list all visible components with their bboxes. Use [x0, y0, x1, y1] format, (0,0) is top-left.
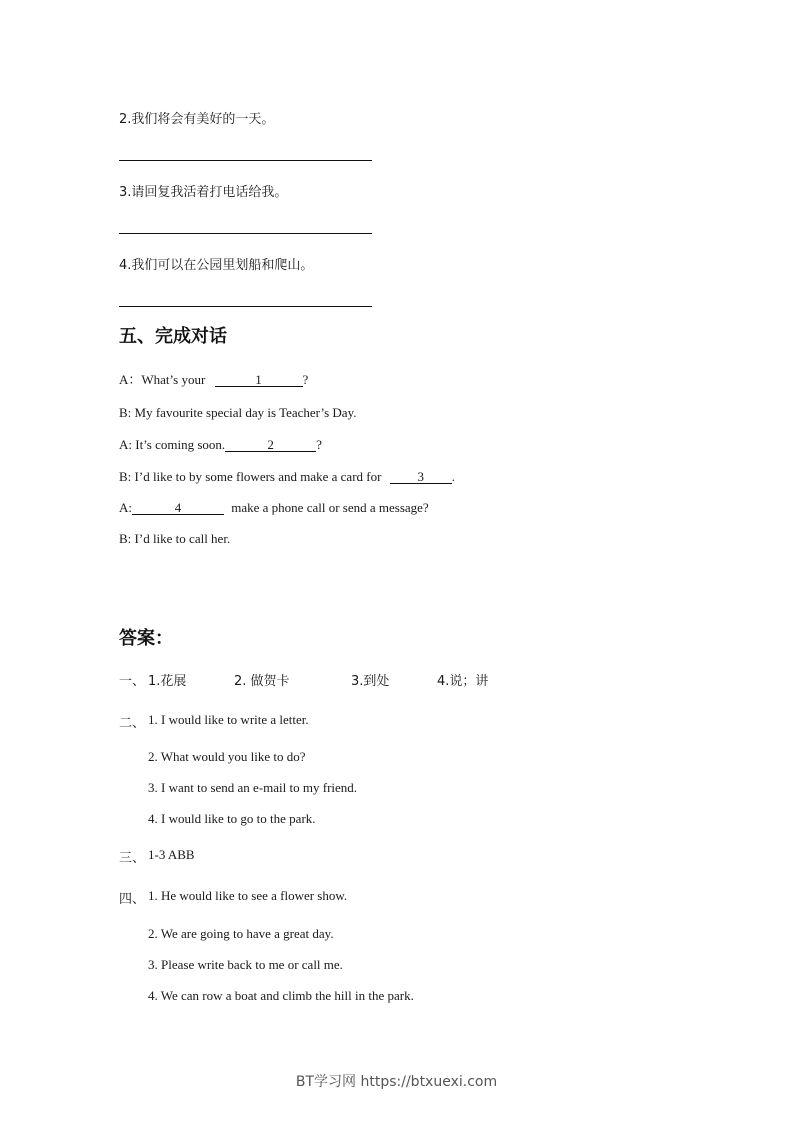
blank-4: 4	[132, 501, 224, 515]
answers-part1-item-1: 1.花展	[148, 674, 187, 689]
dialogue-punct: ?	[302, 372, 309, 387]
answers-part4-item-3: 3. Please write back to me or call me.	[148, 957, 343, 972]
dialogue-text: A:	[119, 500, 132, 515]
answers-part4-item-2: 2. We are going to have a great day.	[148, 926, 334, 941]
blank-3: 3	[390, 470, 452, 484]
section-title-dialogue: 五、完成对话	[119, 326, 227, 347]
dialogue-line-3	[119, 437, 322, 453]
dialogue-line-6: B: I’d like to call her.	[119, 531, 231, 546]
answers-part4-item-1: 1. He would like to see a flower show.	[148, 888, 348, 903]
dialogue-text: A：What’s your	[119, 372, 206, 387]
answers-part1-item-3: 3.到处	[351, 674, 390, 689]
answers-title: 答案：	[119, 628, 173, 649]
dialogue-punct: ?	[316, 437, 322, 452]
answers-part2-item-4: 4. I would like to go to the park.	[148, 811, 316, 826]
answers-part1-item-2: 2. 做贺卡	[234, 674, 290, 689]
answers-part4-label: 四、	[119, 892, 146, 907]
answer-line-2	[119, 160, 372, 161]
dialogue-text: B: I’d like to by some flowers and make a card for	[119, 469, 382, 484]
answer-line-4	[119, 306, 372, 307]
dialogue-punct: .	[451, 469, 455, 484]
answers-part2-item-1: 1. I would like to write a letter.	[148, 712, 309, 727]
answers-part2-item-2: 2. What would you like to do?	[148, 749, 306, 764]
answers-part1-label: 一、	[119, 674, 146, 689]
answers-part3-label: 三、	[119, 851, 146, 866]
dialogue-text: A: It’s coming soon.	[119, 437, 226, 452]
answers-part2-label: 二、	[119, 716, 146, 731]
answer-line-3	[119, 233, 372, 234]
blank-1: 1	[215, 373, 303, 387]
dialogue-line-5	[119, 500, 429, 516]
answers-part2-item-3: 3. I want to send an e-mail to my friend.	[148, 780, 358, 795]
answers-part3-text: 1-3 ABB	[148, 847, 195, 862]
blank-2: 2	[225, 438, 316, 452]
dialogue-line-2: B: My favourite special day is Teacher’s Day.	[119, 405, 357, 420]
dialogue-line-1	[119, 369, 308, 388]
translation-item-4: 4.我们可以在公园里划船和爬山。	[119, 258, 314, 273]
translation-item-3: 3.请回复我活着打电话给我。	[119, 185, 288, 200]
dialogue-text: make a phone call or send a message?	[231, 500, 429, 515]
footer-watermark: BT学习网 https://btxuexi.com	[295, 1074, 498, 1090]
translation-item-2: 2.我们将会有美好的一天。	[119, 112, 275, 127]
dialogue-line-4	[119, 469, 455, 485]
answers-part1-item-4: 4.说；讲	[437, 674, 489, 689]
answers-part4-item-4: 4. We can row a boat and climb the hill in the park.	[148, 988, 414, 1003]
